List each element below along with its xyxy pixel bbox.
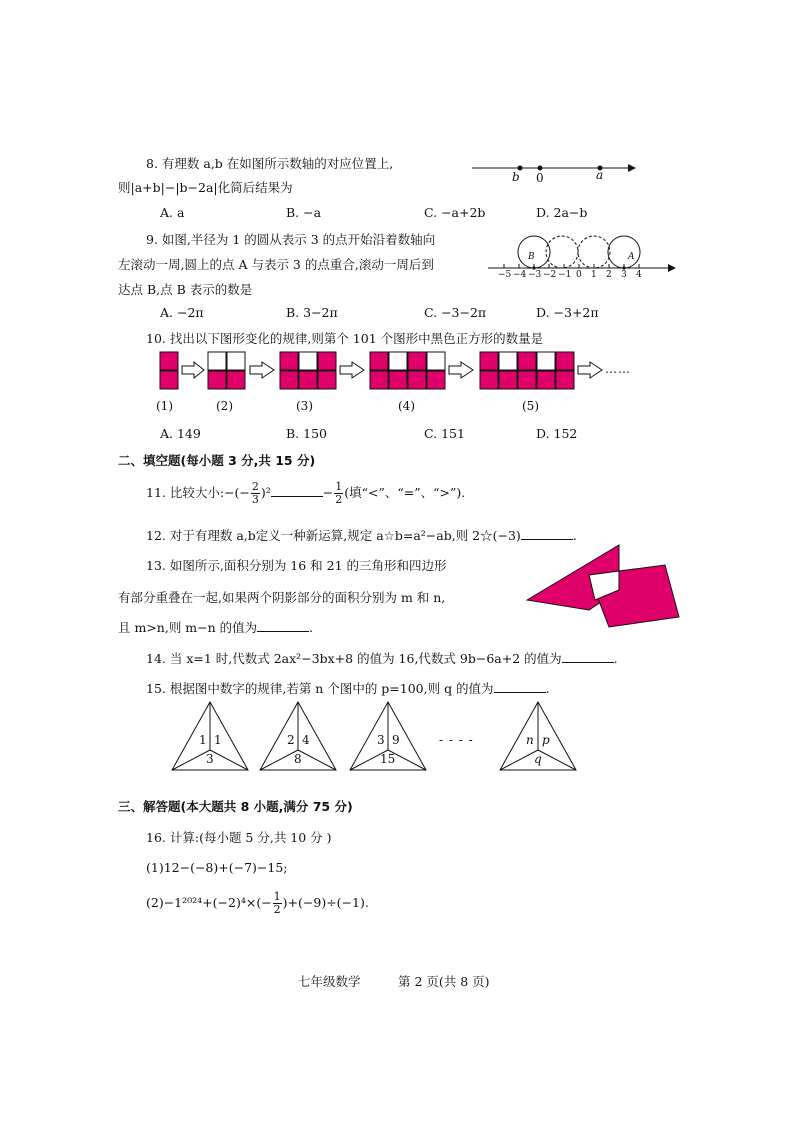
q10-ellipsis: …… bbox=[605, 362, 631, 376]
q16-part-1: (1)12−(−8)+(−7)−15; bbox=[146, 860, 288, 875]
q9-line1: 9. 如图,半径为 1 的圆从表示 3 的点开始沿着数轴向 bbox=[146, 232, 436, 247]
q9-tick-label: 3 bbox=[621, 270, 627, 280]
q16-frac-num: 1 bbox=[273, 890, 281, 903]
q15-tri4-left: n bbox=[526, 733, 534, 747]
q16-part-2-pre: (2)−1²⁰²⁴+(−2)⁴×(− bbox=[146, 895, 272, 910]
q12 bbox=[146, 526, 577, 544]
q9-option-d: D. −3+2π bbox=[536, 305, 599, 320]
q9-point-b: B bbox=[528, 252, 535, 262]
q16-fraction bbox=[273, 891, 282, 916]
q15-tri2-left: 2 bbox=[287, 733, 295, 747]
q10-label-5: (5) bbox=[522, 399, 539, 413]
q16-part-2 bbox=[146, 891, 369, 916]
q16-frac-den: 2 bbox=[273, 903, 281, 916]
q15-end: . bbox=[545, 681, 550, 696]
q15 bbox=[146, 679, 550, 697]
q15-tri4-bottom: q bbox=[534, 752, 542, 766]
q13-line1: 13. 如图所示,面积分别为 16 和 21 的三角形和四边形 bbox=[146, 558, 447, 573]
footer-subject: 七年级数学 bbox=[298, 974, 361, 989]
q14-end: . bbox=[613, 651, 618, 666]
q11-minus: − bbox=[322, 485, 334, 500]
q9-tick-label: 1 bbox=[591, 270, 597, 280]
q9-tick-label: −5 bbox=[498, 270, 512, 280]
q8-line2: 则|a+b|−|b−2a|化简后结果为 bbox=[118, 180, 293, 195]
q10-option-b: B. 150 bbox=[286, 426, 327, 441]
q14-answer-blank[interactable] bbox=[562, 650, 614, 663]
q9-rolling-circle-diagram bbox=[486, 226, 676, 276]
q10-line1: 10. 找出以下图形变化的规律,则第个 101 个图形中黑色正方形的数量是 bbox=[146, 331, 544, 346]
q15-answer-blank[interactable] bbox=[494, 680, 546, 693]
q11-frac2-num: 1 bbox=[335, 480, 343, 493]
q15-dashes: - - - - bbox=[439, 733, 474, 747]
q15-tri3-left: 3 bbox=[377, 733, 385, 747]
q11 bbox=[146, 481, 465, 506]
q8-option-b: B. −a bbox=[286, 205, 322, 220]
q15-tri2-bottom: 8 bbox=[294, 752, 302, 766]
q9-tick-label: −4 bbox=[513, 270, 527, 280]
q13-answer-blank[interactable] bbox=[257, 619, 309, 632]
q11-fraction-2 bbox=[334, 481, 343, 506]
q8-option-d: D. 2a−b bbox=[536, 205, 588, 220]
q8-axis-zero: 0 bbox=[536, 171, 544, 185]
q10-square-sequence bbox=[160, 352, 660, 392]
q9-option-a: A. −2π bbox=[160, 305, 204, 320]
q10-option-d: D. 152 bbox=[536, 426, 578, 441]
q9-line2: 左滚动一周,圆上的点 A 与表示 3 的点重合,滚动一周后到 bbox=[118, 257, 434, 272]
q13-overlap-figure bbox=[527, 545, 682, 630]
q8-option-c: C. −a+2b bbox=[424, 205, 486, 220]
section-3-heading: 三、解答题(本大题共 8 小题,满分 75 分) bbox=[118, 799, 353, 814]
q10-label-4: (4) bbox=[398, 399, 415, 413]
q15-tri3-right: 9 bbox=[392, 733, 400, 747]
q12-answer-blank[interactable] bbox=[521, 527, 573, 540]
q10-label-3: (3) bbox=[296, 399, 313, 413]
q11-answer-blank[interactable] bbox=[271, 484, 323, 497]
q9-line3: 达点 B,点 B 表示的数是 bbox=[118, 282, 253, 297]
q9-tick-label: 2 bbox=[606, 270, 612, 280]
q11-mid: )² bbox=[260, 485, 271, 500]
q11-fraction-1 bbox=[251, 481, 260, 506]
q11-frac1-den: 3 bbox=[251, 493, 259, 506]
q14 bbox=[146, 649, 618, 667]
q9-option-c: C. −3−2π bbox=[424, 305, 487, 320]
q9-tick-label: 0 bbox=[576, 270, 582, 280]
q14-text: 14. 当 x=1 时,代数式 2ax²−3bx+8 的值为 16,代数式 9b−6a+2 的值为 bbox=[146, 651, 562, 666]
q10-option-a: A. 149 bbox=[160, 426, 201, 441]
q9-tick-label: −2 bbox=[543, 270, 557, 280]
q8-number-line bbox=[470, 158, 635, 188]
q11-prefix: 11. 比较大小:−(− bbox=[146, 485, 250, 500]
q8-line1: 8. 有理数 a,b 在如图所示数轴的对应位置上, bbox=[146, 156, 394, 171]
q15-text: 15. 根据图中数字的规律,若第 n 个图中的 p=100,则 q 的值为 bbox=[146, 681, 494, 696]
q12-text: 12. 对于有理数 a,b定义一种新运算,规定 a☆b=a²−ab,则 2☆(−3) bbox=[146, 528, 521, 543]
q11-suffix: (填“<”、“=”、“>”). bbox=[344, 485, 466, 500]
q15-tri1-bottom: 3 bbox=[206, 752, 214, 766]
q12-end: . bbox=[572, 528, 577, 543]
q8-axis-b: b bbox=[512, 170, 520, 184]
q15-tri1-right: 1 bbox=[214, 733, 222, 747]
q15-tri4-right: p bbox=[542, 733, 550, 747]
q10-option-c: C. 151 bbox=[424, 426, 465, 441]
q13-line2: 有部分重叠在一起,如果两个阴影部分的面积分别为 m 和 n, bbox=[118, 590, 446, 605]
q10-label-2: (2) bbox=[216, 399, 233, 413]
q13-end: . bbox=[309, 620, 314, 635]
q16-part-2-post: )+(−9)÷(−1). bbox=[282, 895, 369, 910]
q11-frac1-num: 2 bbox=[251, 480, 259, 493]
q13-line3-wrap bbox=[118, 618, 313, 636]
q9-option-b: B. 3−2π bbox=[286, 305, 338, 320]
q15-tri1-left: 1 bbox=[199, 733, 207, 747]
q9-point-a: A bbox=[628, 252, 635, 262]
q16-title: 16. 计算:(每小题 5 分,共 10 分 ) bbox=[146, 830, 332, 845]
q8-axis-a: a bbox=[596, 168, 604, 182]
q10-label-1: (1) bbox=[156, 399, 173, 413]
q9-tick-label: −1 bbox=[558, 270, 572, 280]
q13-line3: 且 m>n,则 m−n 的值为 bbox=[118, 620, 258, 635]
q15-tri3-bottom: 15 bbox=[380, 752, 396, 766]
section-2-heading: 二、填空题(每小题 3 分,共 15 分) bbox=[118, 453, 316, 468]
q8-option-a: A. a bbox=[160, 205, 185, 220]
footer-page: 第 2 页(共 8 页) bbox=[398, 974, 490, 989]
q11-frac2-den: 2 bbox=[335, 493, 343, 506]
q9-tick-label: 4 bbox=[636, 270, 642, 280]
q9-tick-label: −3 bbox=[528, 270, 542, 280]
q15-tri2-right: 4 bbox=[302, 733, 310, 747]
